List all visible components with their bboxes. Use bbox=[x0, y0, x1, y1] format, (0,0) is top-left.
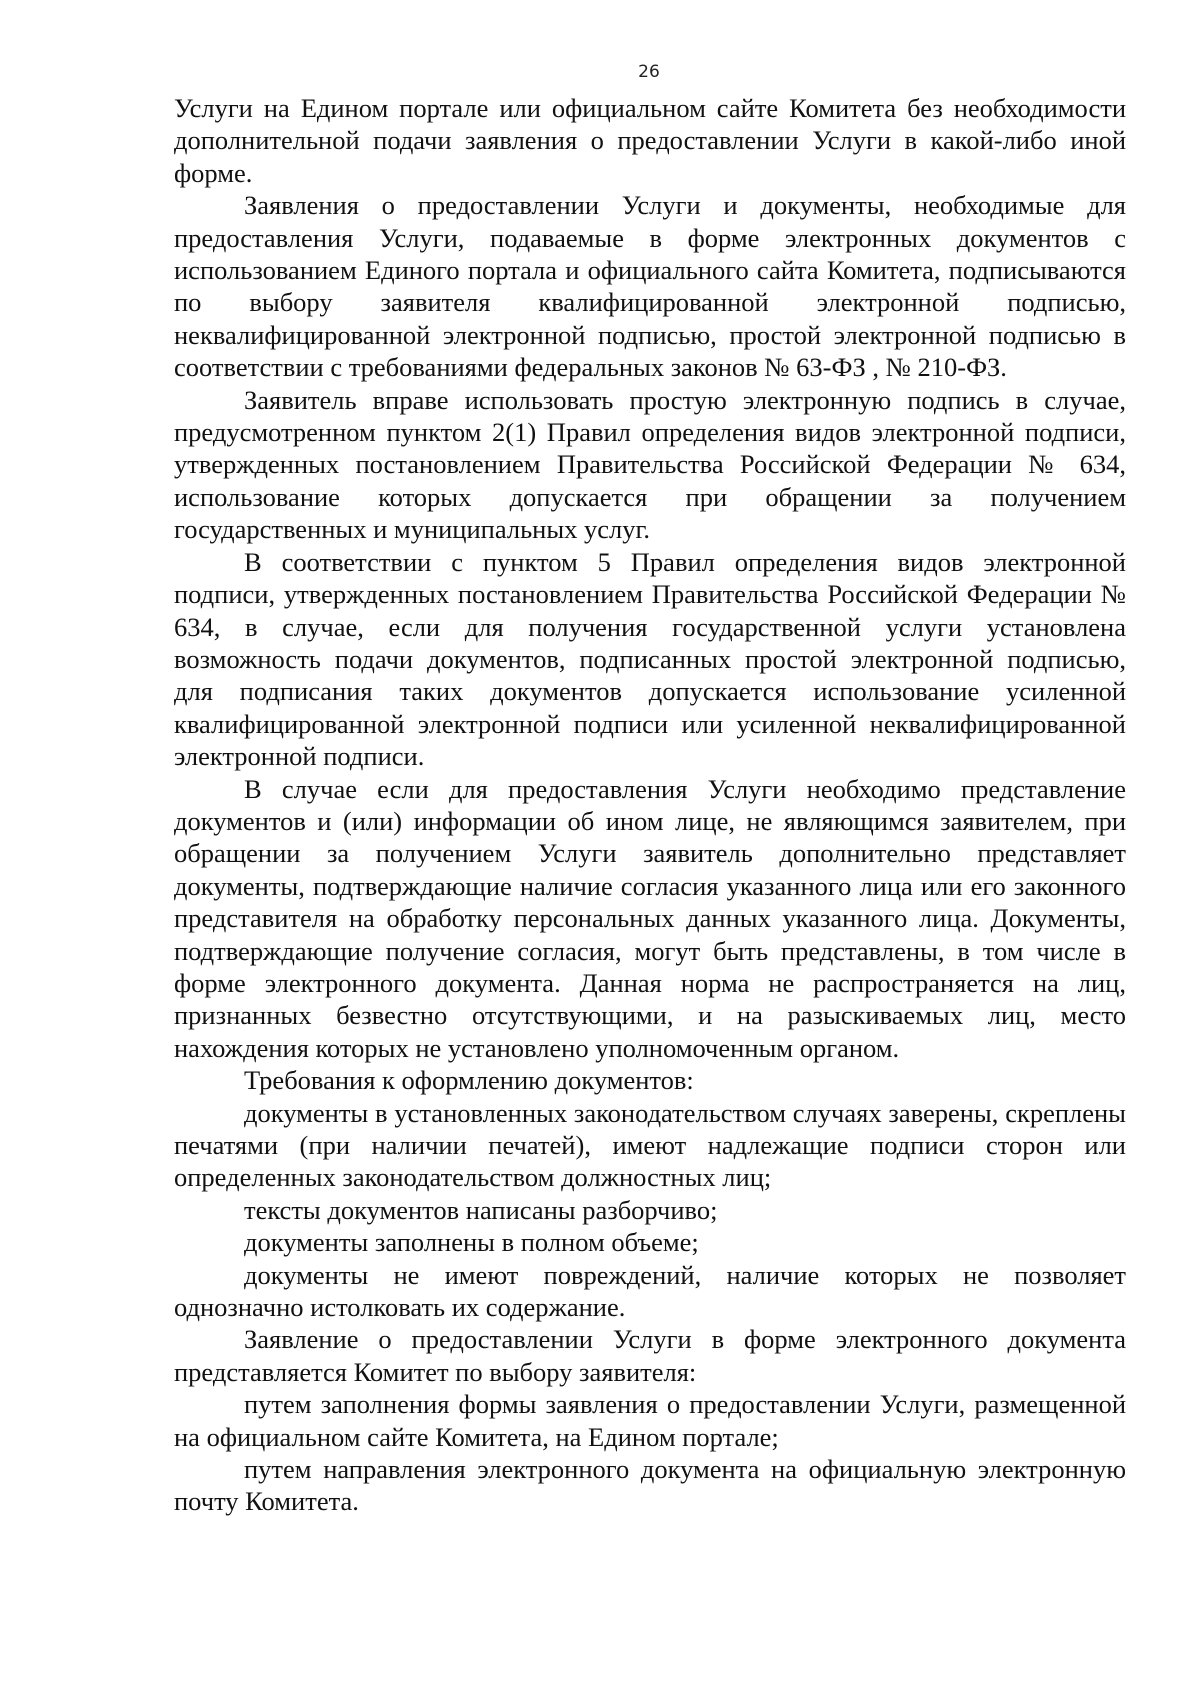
list-item-way-1: путем заполнения формы заявления о предоставлении Услуги, размещенной на официальном сайте Комитета, на Едином портале; bbox=[174, 1389, 1126, 1452]
list-item-requirement-3: документы заполнены в полном объеме; bbox=[244, 1227, 699, 1258]
page-number: 26 bbox=[638, 62, 660, 82]
paragraph-submission: Заявление о предоставлении Услуги в форме электронного документа представляется Комитет по выбору заявителя: bbox=[174, 1324, 1126, 1387]
paragraph-other-person: В случае если для предоставления Услуги необходимо представление документов и (или) информации об ином лице, не являющимся заявителем, при обращении за получением Услуги заявитель дополнительно представляет документы, подтверждающие наличие согласия указанного лица или его законного представителя на обработку персональных данных указанного лица. Документы, подтверждающие получение согласия, могут быть представлены, в том числе в форме электронного документа. Данная норма не распространяется на лиц, признанных безвестно отсутствующими, и на разыскиваемых лиц, место нахождения которых не установлено уполномоченным органом. bbox=[174, 773, 1126, 1063]
list-item-way-2: путем направления электронного документа на официальную электронную почту Комитета. bbox=[174, 1454, 1126, 1517]
paragraph-requirements-heading: Требования к оформлению документов: bbox=[244, 1065, 694, 1096]
paragraph-point-5: В соответствии с пунктом 5 Правил определения видов электронной подписи, утвержденных постановлением Правительства Российской Федерации № 634, в случае, если для получения государственной услуги установлена возможность подачи документов, подписанных простой электронной подписью, для подписания таких документов допускается использование усиленной квалифицированной электронной подписи или усиленной неквалифицированной электронной подписи. bbox=[174, 546, 1126, 772]
list-item-requirement-1: документы в установленных законодательством случаях заверены, скреплены печатями (при наличии печатей), имеют надлежащие подписи сторон или определенных законодательством должностных лиц; bbox=[174, 1097, 1126, 1193]
paragraph-continuation: Услуги на Едином портале или официальном сайте Комитета без необходимости дополнительной подачи заявления о предоставлении Услуги в какой-либо иной форме. bbox=[174, 93, 1126, 188]
paragraph-simple-signature: Заявитель вправе использовать простую электронную подпись в случае, предусмотренном пунктом 2(1) Правил определения видов электронной подписи, утвержденных постановлением Правительства Российской Федерации № 634, использование которых допускается при обращении за получением государственных и муниципальных услуг. bbox=[174, 384, 1126, 545]
paragraph-signatures: Заявления о предоставлении Услуги и документы, необходимые для предоставления Услуги, подаваемые в форме электронных документов с использованием Единого портала и официального сайта Комитета, подписываются по выбору заявителя квалифицированной электронной подписью, неквалифицированной электронной подписью, простой электронной подписью в соответствии с требованиями федеральных законов № 63-ФЗ , № 210-ФЗ. bbox=[174, 190, 1126, 383]
document-body bbox=[174, 92, 1126, 1518]
list-item-requirement-2: тексты документов написаны разборчиво; bbox=[244, 1194, 718, 1225]
list-item-requirement-4: документы не имеют повреждений, наличие которых не позволяет однозначно истолковать их содержание. bbox=[174, 1259, 1126, 1323]
